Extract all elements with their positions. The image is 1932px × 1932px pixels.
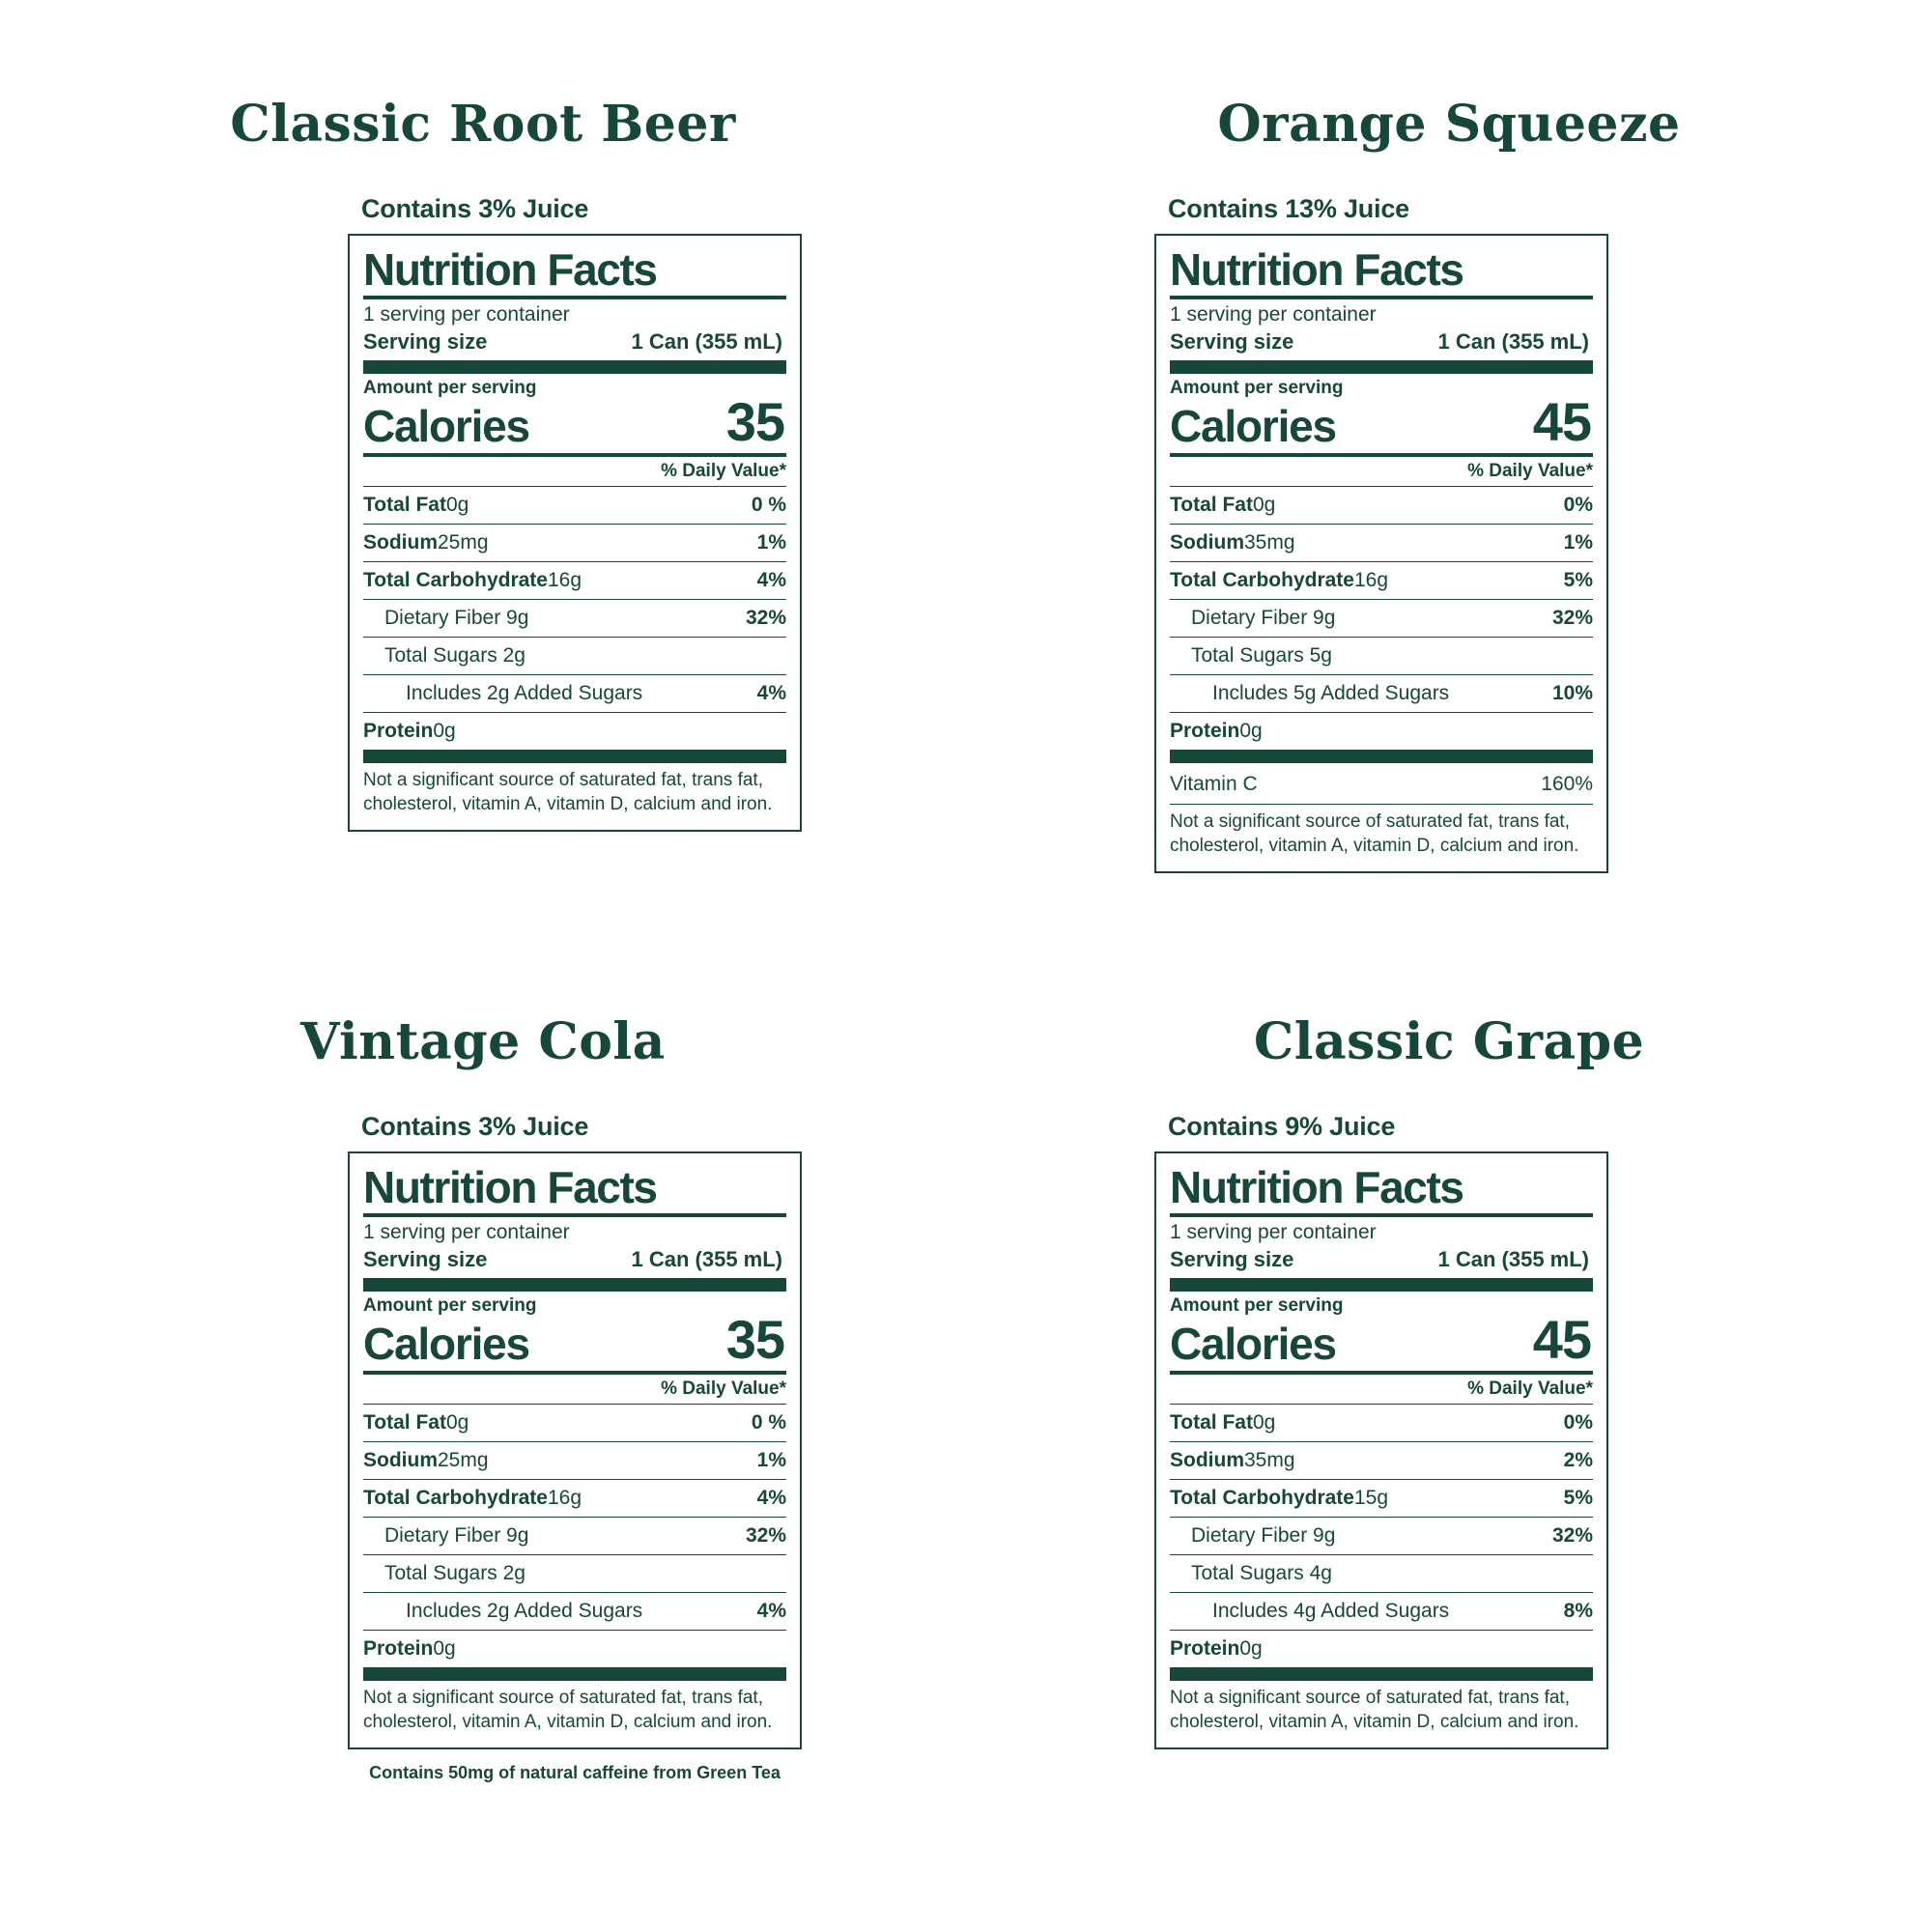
nutrient-daily-value: 0% (1563, 1411, 1593, 1435)
nutrient-row (1170, 604, 1593, 633)
nutrient-daily-value: 4% (756, 1600, 786, 1623)
divider-thin (363, 599, 786, 600)
nutrient-row (363, 566, 786, 595)
nutrition-facts-title: Nutrition Facts (363, 1162, 657, 1213)
nutrient-row (363, 1408, 786, 1437)
nutrient-label (1170, 720, 1263, 743)
nutrient-amount: 15g (1353, 1487, 1389, 1510)
caffeine-note: Contains 50mg of natural caffeine from Green Tea (369, 1762, 781, 1782)
divider-thin (363, 637, 786, 638)
nutrient-row (363, 1559, 786, 1588)
serving-size-row (363, 329, 786, 355)
serving-size-value: 1 Can (355 mL) (631, 1247, 782, 1272)
nutrition-facts-title: Nutrition Facts (1170, 244, 1463, 296)
divider-thin (1170, 1404, 1593, 1405)
nutrient-row (1170, 1446, 1593, 1475)
footnote-text: Not a significant source of saturated fat, trans fat, cholesterol, vitamin A, vitamin D, calcium and iron. (1170, 1688, 1579, 1732)
divider-thick (363, 750, 786, 763)
nutrient-row (1170, 641, 1593, 670)
divider-thin (363, 561, 786, 562)
servings-per-container: 1 serving per container (363, 1221, 570, 1244)
nutrient-row (363, 679, 786, 708)
nutrient-name: Total Fat (1170, 494, 1253, 517)
nutrient-amount: 25mg (438, 1449, 489, 1472)
nutrient-name: Includes 2g Added Sugars (406, 682, 643, 705)
nutrient-name: Includes 5g Added Sugars (1212, 682, 1450, 705)
flavor-title: Classic Root Beer (230, 95, 736, 154)
amount-per-serving-label: Amount per serving (363, 378, 537, 399)
divider-thin (363, 1441, 786, 1442)
flavor-title: Orange Squeeze (1217, 95, 1681, 154)
footnote-text: Not a significant source of saturated fat, trans fat, cholesterol, vitamin A, vitamin D, calcium and iron. (1170, 811, 1579, 856)
nutrient-label (1170, 494, 1275, 517)
nutrient-amount: 25mg (438, 531, 489, 554)
nutrient-amount: 16g (547, 569, 582, 592)
calories-label: Calories (363, 1318, 529, 1369)
nutrient-name: Total Sugars 4g (1191, 1562, 1332, 1585)
nutrient-amount: 0g (433, 1637, 456, 1661)
nutrient-name: Total Sugars 2g (384, 1562, 526, 1585)
nutrient-amount: 35mg (1244, 531, 1295, 554)
nutrient-label (363, 1562, 526, 1585)
nutrient-amount: 0g (1239, 1637, 1263, 1661)
nutrient-row (363, 641, 786, 670)
divider-thin (1170, 712, 1593, 713)
nutrient-daily-value: 4% (756, 1487, 786, 1510)
nutrient-daily-value: 10% (1551, 682, 1593, 705)
nutrient-row (1170, 679, 1593, 708)
footnote-text: Not a significant source of saturated fat, trans fat, cholesterol, vitamin A, vitamin D, calcium and iron. (363, 770, 773, 814)
nutrient-name: Protein (363, 1637, 434, 1661)
divider-thin (1170, 486, 1593, 487)
divider-thin (1170, 1592, 1593, 1593)
flavor-panel (0, 58, 966, 976)
nutrient-daily-value: 32% (1551, 1524, 1593, 1548)
nutrient-row (363, 1634, 786, 1663)
nutrient-label (1170, 644, 1332, 668)
calories-row (1170, 391, 1593, 453)
nutrient-amount: 16g (547, 1487, 582, 1510)
nutrient-daily-value: 8% (1563, 1600, 1593, 1623)
nutrient-amount: 16g (1353, 569, 1389, 592)
calories-label: Calories (1170, 400, 1336, 451)
flavor-panel (966, 58, 1932, 976)
divider-thin (363, 1630, 786, 1631)
nutrient-name: Protein (1170, 720, 1240, 743)
flavor-panel (966, 976, 1932, 1893)
serving-size-row (363, 1247, 786, 1272)
divider-medium (363, 453, 786, 457)
divider-thin (363, 674, 786, 675)
nutrient-name: Protein (1170, 1637, 1240, 1661)
nutrient-name: Dietary Fiber 9g (1191, 607, 1336, 630)
nutrient-amount: 35mg (1244, 1449, 1295, 1472)
nutrient-row (1170, 717, 1593, 746)
divider-medium (1170, 296, 1593, 299)
servings-per-container: 1 serving per container (1170, 303, 1377, 327)
nutrient-label (1170, 531, 1295, 554)
juice-content-line: Contains 3% Juice (361, 1112, 589, 1142)
nutrient-label (363, 644, 526, 668)
nutrition-facts-box (1154, 1151, 1608, 1749)
nutrient-name: Total Fat (1170, 1411, 1253, 1435)
nutrient-row (1170, 528, 1593, 557)
nutrient-name: Sodium (363, 531, 438, 554)
divider-thin (363, 1517, 786, 1518)
calories-value: 35 (725, 1309, 784, 1371)
nutrient-label (363, 569, 582, 592)
nutrient-name: Sodium (1170, 531, 1244, 554)
divider-thick (363, 360, 786, 374)
divider-thin (363, 1592, 786, 1593)
nutrition-facts-box (348, 234, 802, 832)
nutrient-row (363, 1446, 786, 1475)
serving-size-label: Serving size (1170, 1247, 1294, 1272)
nutrient-row (1170, 1634, 1593, 1663)
nutrient-amount: 0g (1252, 1411, 1276, 1435)
serving-size-value: 1 Can (355 mL) (1437, 1247, 1589, 1272)
divider-thin (1170, 1630, 1593, 1631)
divider-thin (363, 486, 786, 487)
nutrient-row (1170, 1597, 1593, 1626)
nutrient-daily-value: 2% (1563, 1449, 1593, 1472)
divider-thin (363, 712, 786, 713)
nutrient-row (1170, 1559, 1593, 1588)
flavor-panel (0, 976, 966, 1893)
vitamin-name: Vitamin C (1170, 773, 1258, 796)
nutrient-name: Total Carbohydrate (363, 569, 548, 592)
nutrient-daily-value: 1% (756, 531, 786, 554)
nutrition-facts-title: Nutrition Facts (363, 244, 657, 296)
nutrient-daily-value: 0 % (751, 494, 786, 517)
juice-content-line: Contains 9% Juice (1168, 1112, 1396, 1142)
nutrient-name: Total Fat (363, 1411, 446, 1435)
divider-thick (1170, 750, 1593, 763)
nutrient-label (363, 1411, 469, 1435)
daily-value-header: % Daily Value* (1467, 1378, 1593, 1400)
divider-thin (363, 1404, 786, 1405)
nutrient-daily-value: 32% (745, 1524, 786, 1548)
panel-body (1154, 194, 1608, 873)
nutrient-name: Includes 4g Added Sugars (1212, 1600, 1450, 1623)
nutrient-row (363, 491, 786, 520)
serving-size-row (1170, 1247, 1593, 1272)
divider-medium (363, 296, 786, 299)
calories-value: 45 (1532, 1309, 1591, 1371)
nutrient-row (1170, 1484, 1593, 1513)
nutrient-label (363, 720, 456, 743)
divider-thick (1170, 1667, 1593, 1681)
divider-thick (363, 1278, 786, 1292)
nutrient-label (363, 531, 489, 554)
nutrient-label (363, 607, 528, 630)
divider-thin (1170, 1517, 1593, 1518)
calories-label: Calories (363, 400, 529, 451)
nutrient-label (1170, 607, 1335, 630)
nutrient-daily-value: 4% (756, 569, 786, 592)
divider-thin (1170, 1479, 1593, 1480)
divider-thin (363, 524, 786, 525)
servings-per-container: 1 serving per container (1170, 1221, 1377, 1244)
footnote-text: Not a significant source of saturated fat, trans fat, cholesterol, vitamin A, vitamin D, calcium and iron. (363, 1688, 773, 1732)
nutrient-name: Total Carbohydrate (1170, 1487, 1354, 1510)
divider-thin (1170, 804, 1593, 805)
serving-size-value: 1 Can (355 mL) (631, 329, 782, 355)
divider-medium (1170, 1213, 1593, 1217)
nutrient-name: Protein (363, 720, 434, 743)
amount-per-serving-label: Amount per serving (363, 1295, 537, 1317)
divider-medium (363, 1371, 786, 1375)
daily-value-header: % Daily Value* (1467, 461, 1593, 482)
nutrient-row (363, 1521, 786, 1550)
divider-medium (1170, 1371, 1593, 1375)
serving-size-label: Serving size (363, 1247, 488, 1272)
nutrient-row (1170, 566, 1593, 595)
nutrient-label (1170, 1562, 1332, 1585)
nutrient-name: Total Sugars 2g (384, 644, 526, 668)
nutrient-name: Dietary Fiber 9g (384, 607, 529, 630)
nutrient-name: Dietary Fiber 9g (1191, 1524, 1336, 1548)
divider-thin (1170, 637, 1593, 638)
panel-grid (0, 58, 1932, 1893)
divider-thin (1170, 674, 1593, 675)
nutrient-label (1170, 1637, 1263, 1661)
divider-thin (1170, 561, 1593, 562)
nutrient-daily-value: 4% (756, 682, 786, 705)
divider-thin (1170, 1441, 1593, 1442)
calories-value: 35 (725, 391, 784, 453)
daily-value-header: % Daily Value* (661, 461, 786, 482)
divider-thin (1170, 524, 1593, 525)
nutrient-amount: 0g (433, 720, 456, 743)
servings-per-container: 1 serving per container (363, 303, 570, 327)
divider-medium (1170, 453, 1593, 457)
nutrition-facts-title: Nutrition Facts (1170, 1162, 1463, 1213)
nutrient-name: Sodium (363, 1449, 438, 1472)
nutrient-label (363, 1487, 582, 1510)
nutrient-daily-value: 32% (745, 607, 786, 630)
juice-content-line: Contains 3% Juice (361, 194, 589, 224)
panel-body (1154, 1112, 1608, 1749)
nutrient-name: Includes 2g Added Sugars (406, 1600, 643, 1623)
daily-value-header: % Daily Value* (661, 1378, 786, 1400)
nutrient-label (1170, 569, 1388, 592)
nutrient-daily-value: 1% (756, 1449, 786, 1472)
nutrient-label (1170, 1600, 1449, 1623)
nutrient-daily-value: 5% (1563, 1487, 1593, 1510)
serving-size-label: Serving size (1170, 329, 1294, 355)
calories-value: 45 (1532, 391, 1591, 453)
nutrient-label (1170, 1487, 1388, 1510)
divider-medium (363, 1213, 786, 1217)
serving-size-row (1170, 329, 1593, 355)
divider-thick (1170, 1278, 1593, 1292)
divider-thin (363, 1479, 786, 1480)
nutrient-row (363, 1484, 786, 1513)
vitamin-daily-value: 160% (1541, 773, 1593, 796)
nutrient-row (363, 717, 786, 746)
divider-thick (1170, 360, 1593, 374)
nutrient-row (1170, 491, 1593, 520)
nutrient-row (363, 1597, 786, 1626)
calories-row (363, 391, 786, 453)
nutrient-name: Total Carbohydrate (363, 1487, 548, 1510)
nutrition-facts-box (1154, 234, 1608, 873)
nutrient-name: Total Sugars 5g (1191, 644, 1332, 668)
nutrient-daily-value: 0 % (751, 1411, 786, 1435)
nutrient-label (363, 1600, 642, 1623)
nutrient-label (363, 1449, 489, 1472)
nutrient-amount: 0g (1239, 720, 1263, 743)
flavor-title: Vintage Cola (300, 1012, 666, 1071)
panel-body (348, 1112, 802, 1783)
nutrient-label (1170, 1449, 1295, 1472)
calories-row (1170, 1309, 1593, 1371)
nutrient-daily-value: 0% (1563, 494, 1593, 517)
nutrient-amount: 0g (445, 1411, 469, 1435)
divider-thin (1170, 599, 1593, 600)
nutrient-name: Dietary Fiber 9g (384, 1524, 529, 1548)
nutrient-name: Total Carbohydrate (1170, 569, 1354, 592)
vitamin-row (1170, 769, 1593, 800)
nutrient-label (363, 1524, 528, 1548)
nutrient-label (363, 1637, 456, 1661)
nutrient-label (363, 682, 642, 705)
divider-thin (363, 1554, 786, 1555)
panel-body (348, 194, 802, 832)
nutrient-row (363, 528, 786, 557)
nutrient-daily-value: 1% (1563, 531, 1593, 554)
nutrient-label (363, 494, 469, 517)
nutrient-daily-value: 32% (1551, 607, 1593, 630)
amount-per-serving-label: Amount per serving (1170, 1295, 1344, 1317)
nutrient-amount: 0g (1252, 494, 1276, 517)
nutrient-label (1170, 1524, 1335, 1548)
nutrient-label (1170, 682, 1449, 705)
calories-label: Calories (1170, 1318, 1336, 1369)
divider-thin (1170, 1554, 1593, 1555)
flavor-title: Classic Grape (1253, 1012, 1645, 1071)
nutrient-row (1170, 1521, 1593, 1550)
calories-row (363, 1309, 786, 1371)
nutrient-label (1170, 1411, 1275, 1435)
nutrient-daily-value: 5% (1563, 569, 1593, 592)
nutrient-name: Sodium (1170, 1449, 1244, 1472)
nutrient-row (1170, 1408, 1593, 1437)
divider-thick (363, 1667, 786, 1681)
nutrient-name: Total Fat (363, 494, 446, 517)
nutrient-row (363, 604, 786, 633)
serving-size-label: Serving size (363, 329, 488, 355)
juice-content-line: Contains 13% Juice (1168, 194, 1409, 224)
nutrient-amount: 0g (445, 494, 469, 517)
serving-size-value: 1 Can (355 mL) (1437, 329, 1589, 355)
amount-per-serving-label: Amount per serving (1170, 378, 1344, 399)
nutrition-facts-box (348, 1151, 802, 1749)
